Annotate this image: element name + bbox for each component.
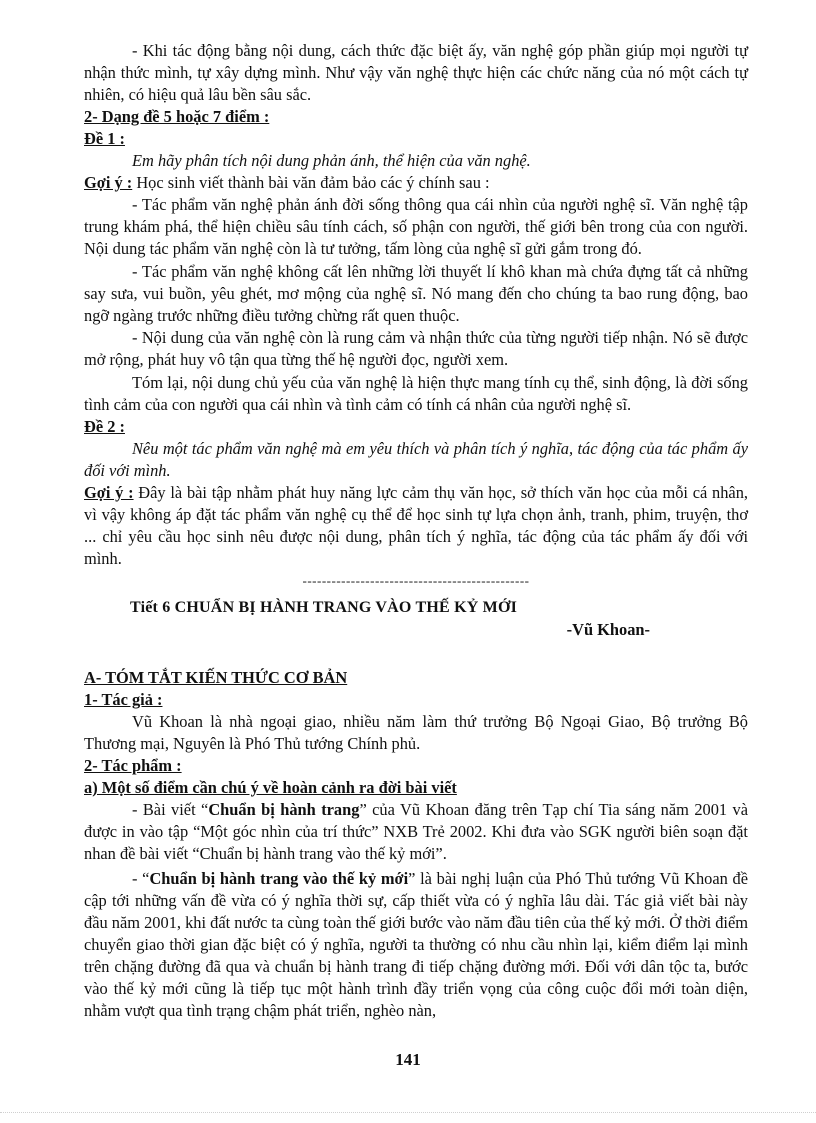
page-content [84, 40, 748, 1022]
de2-hint-text: Đây là bài tập nhằm phát huy năng lực cảm thụ văn học, sở thích văn học của mỗi cá nhân, vì vậy không áp đặt tác phẩm văn nghệ cụ thể để học sinh tự lựa chọn ảnh, tranh, phim, truyện, thơ ... chỉ yêu cầu học sinh nêu được nội dung, phân tích ý nghĩa, tác động của tác phẩm ấy đối với mình. [84, 483, 748, 568]
intro-paragraph: - Khi tác động bằng nội dung, cách thức đặc biệt ấy, văn nghệ góp phần giúp mọi người tự nhận thức mình, tự xây dựng mình. Như vậy văn nghệ thực hiện các chức năng của nó một cách tự nhiên, có hiệu quả lâu bền sâu sắc. [84, 41, 748, 104]
de1-question: Em hãy phân tích nội dung phản ánh, thể hiện của văn nghệ. [132, 151, 531, 170]
de2-label: Đề 2 : [84, 417, 125, 436]
context-paragraph-1 [84, 799, 748, 865]
spacer [84, 641, 748, 663]
author-paragraph: Vũ Khoan là nhà ngoại giao, nhiều năm làm thứ trưởng Bộ Ngoại Giao, Bộ trưởng Bộ Thương mại, Nguyên là Phó Thủ tướng Chính phủ. [84, 712, 748, 753]
de1-label: Đề 1 : [84, 129, 125, 148]
work-heading: 2- Tác phẩm : [84, 756, 182, 775]
lesson-author: -Vũ Khoan- [566, 620, 650, 639]
separator-line: ----------------------------------------------- [302, 573, 530, 588]
page-bottom-rule [0, 1112, 816, 1113]
de2-hint-label: Gợi ý : [84, 483, 134, 502]
para1-prefix: - Bài viết “ [132, 800, 209, 819]
de2-hint [84, 482, 748, 570]
para2-text: ” là bài nghị luận của Phó Thủ tướng Vũ Khoan đề cập tới những vấn đề vừa có ý nghĩa thời sự, cấp thiết vừa có ý nghĩa lâu dài. Tác giả viết bài này đầu năm 2001, khi đất nước ta cùng toàn thế giới bước vào năm đầu tiên của thế kỷ mới. Ở thời điểm chuyển giao thời gian đặc biệt có ý nghĩa, người ta thường có nhu cầu nhìn lại, kiểm điểm lại mình trên chặng đường đã qua và chuẩn bị hành trang đi tiếp chặng đường mới. Đối với dân tộc ta, bước vào thế kỷ mới cũng là tiếp tục một hành trình đầy triển vọng của công cuộc đổi mới toàn diện, nhằm vượt qua tình trạng chậm phát triển, nghèo nàn, [84, 869, 748, 1020]
section-2-heading: 2- Dạng đề 5 hoặc 7 điểm : [84, 107, 270, 126]
para1-bold-title: Chuẩn bị hành trang [208, 800, 360, 819]
de1-hint-label: Gợi ý : [84, 173, 133, 192]
de1-point-1: - Tác phẩm văn nghệ phản ánh đời sống thông qua cái nhìn của người nghệ sĩ. Văn nghệ tập trung khám phá, thể hiện chiều sâu tính cách, số phận con người, thế giới bên trong của con người. Nội dung tác phẩm văn nghệ còn là tư tưởng, tấm lòng của nghệ sĩ gửi gắm trong đó. [84, 195, 748, 258]
author-heading: 1- Tác giả : [84, 690, 163, 709]
section-a-heading: A- TÓM TẮT KIẾN THỨC CƠ BẢN [84, 668, 348, 687]
context-paragraph-2 [84, 868, 748, 1022]
de1-hint-text: Học sinh viết thành bài văn đảm bảo các ý chính sau : [132, 173, 490, 192]
de1-summary: Tóm lại, nội dung chủ yếu của văn nghệ là hiện thực mang tính cụ thể, sinh động, là đời sống tình cảm của con người qua cái nhìn và tình cảm có tính cá nhân của người nghệ sĩ. [84, 373, 748, 414]
de2-question: Nêu một tác phẩm văn nghệ mà em yêu thích và phân tích ý nghĩa, tác động của tác phẩm ấy đối với mình. [84, 439, 748, 480]
context-heading: a) Một số điểm cần chú ý về hoàn cảnh ra đời bài viết [84, 778, 457, 797]
de1-point-3: - Nội dung của văn nghệ còn là rung cảm và nhận thức của từng người tiếp nhận. Nó sẽ được mở rộng, phát huy vô tận qua từng thế hệ người đọc, người xem. [84, 328, 748, 369]
para2-bold-title: Chuẩn bị hành trang vào thế kỷ mới [149, 869, 409, 888]
lesson-title: Tiết 6 CHUẨN BỊ HÀNH TRANG VÀO THẾ KỶ MỚI [130, 599, 518, 616]
para2-prefix: - “ [132, 869, 150, 888]
para1-text: ” của Vũ Khoan đăng trên Tạp chí Tia sáng năm 2001 và được in vào tập “Một góc nhìn của trí thức” NXB Trẻ 2002. Khi đưa vào SGK người biên soạn đặt nhan đề bài viết “Chuẩn bị hành trang vào thế kỷ mới”. [84, 800, 749, 863]
page-number: 141 [395, 1050, 421, 1069]
de1-point-2: - Tác phẩm văn nghệ không cất lên những lời thuyết lí khô khan mà chứa đựng tất cả những say sưa, vui buồn, yêu ghét, mơ mộng của nghệ sĩ. Nó mang đến cho chúng ta bao rung động, bao ngỡ ngàng trước những điều tưởng chừng rất quen thuộc. [84, 262, 748, 325]
de1-hint [84, 172, 748, 194]
